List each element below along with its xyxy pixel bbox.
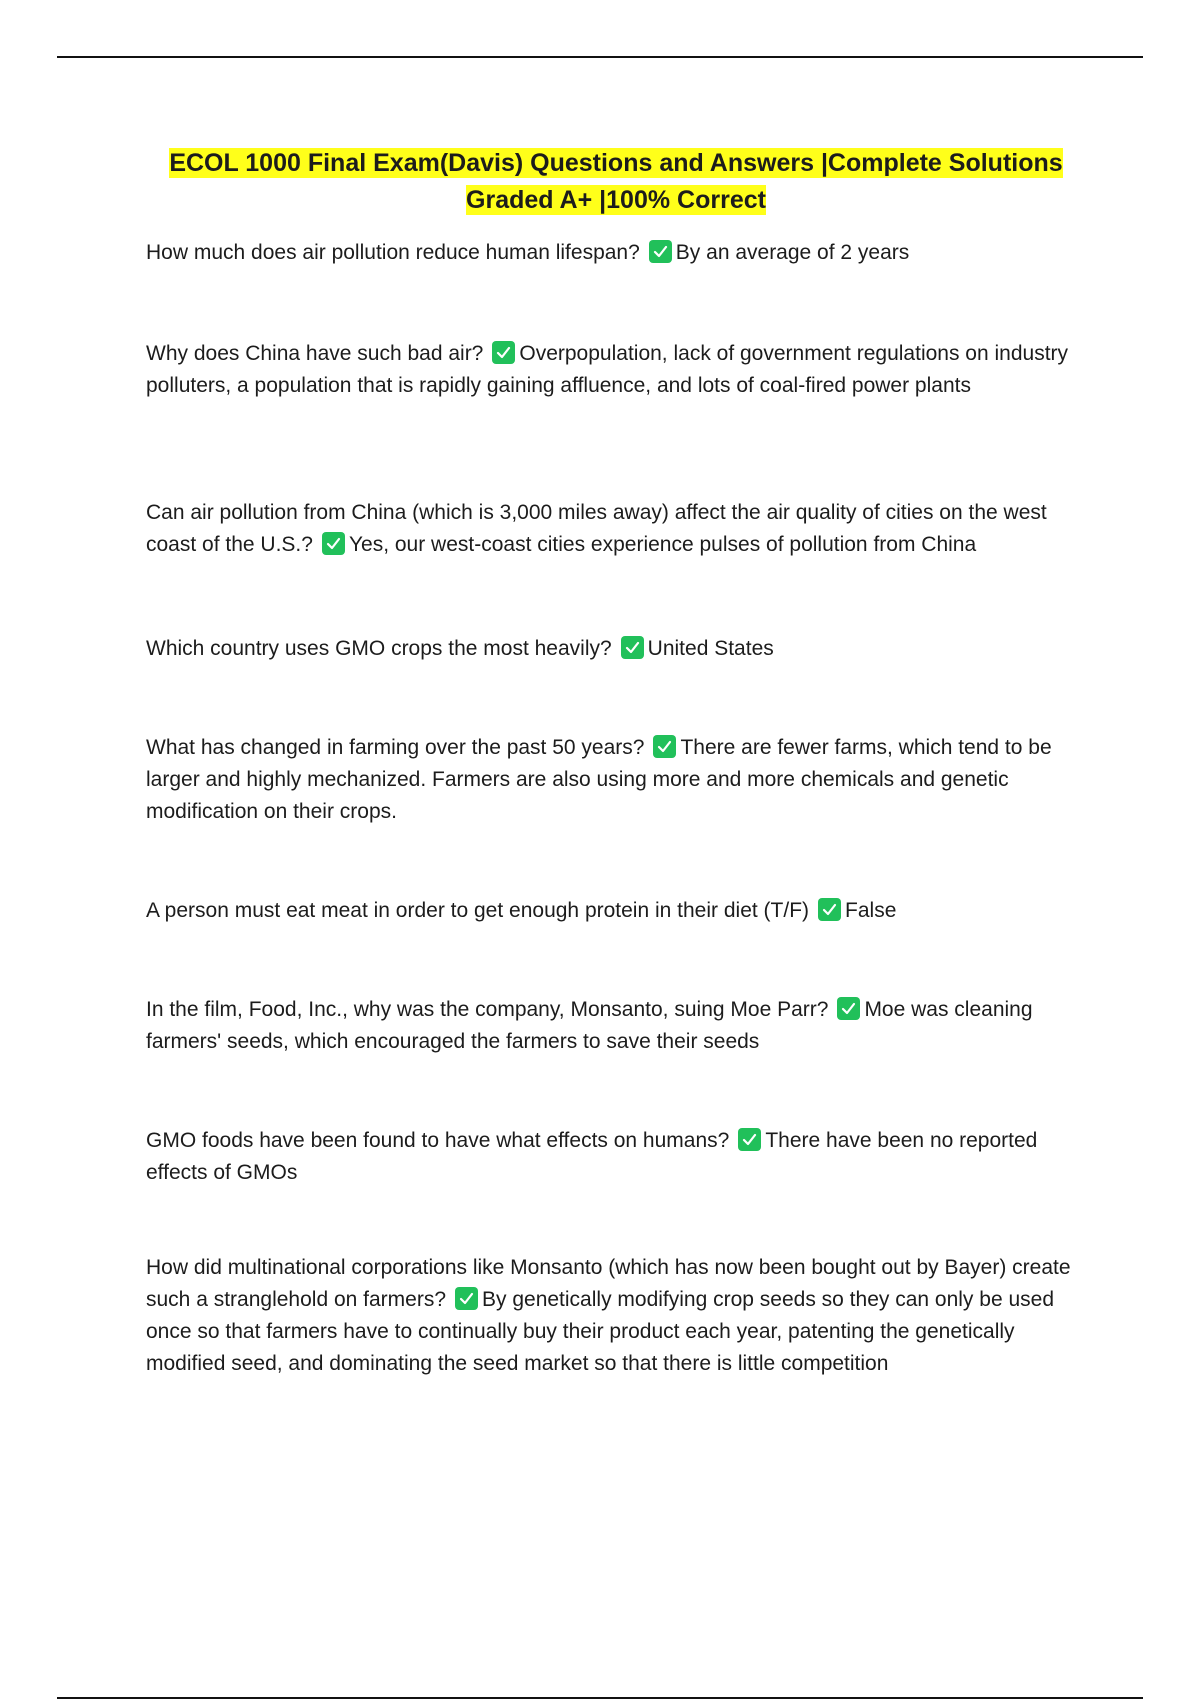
qa-item bbox=[146, 994, 1098, 1058]
document-title bbox=[146, 145, 1086, 219]
answer-text: By an average of 2 years bbox=[675, 241, 910, 264]
check-mark-icon bbox=[837, 997, 860, 1020]
title-line-2: Graded A+ |100% Correct bbox=[466, 186, 766, 214]
question-text: Which country uses GMO crops the most heavily? bbox=[146, 637, 612, 660]
qa-item bbox=[146, 895, 1098, 927]
qa-item bbox=[146, 633, 1098, 665]
question-text: Why does China have such bad air? bbox=[146, 342, 484, 365]
qa-item bbox=[146, 497, 1098, 561]
qa-item bbox=[146, 338, 1098, 402]
question-text: How did multinational corporations like Monsanto (which has now been bought out by Bayer) create such a stranglehold on farmers? bbox=[146, 1256, 1071, 1311]
qa-item bbox=[146, 1125, 1098, 1189]
title-line-1: ECOL 1000 Final Exam(Davis) Questions and Answers |Complete Solutions bbox=[169, 149, 1063, 177]
qa-item bbox=[146, 237, 1098, 269]
question-text: How much does air pollution reduce human lifespan? bbox=[146, 241, 640, 264]
check-mark-icon bbox=[818, 898, 841, 921]
question-text: GMO foods have been found to have what effects on humans? bbox=[146, 1129, 730, 1152]
answer-text: False bbox=[845, 899, 897, 922]
answer-text: Yes, our west-coast cities experience pulses of pollution from China bbox=[348, 533, 977, 556]
check-mark-icon bbox=[653, 735, 676, 758]
question-text: A person must eat meat in order to get enough protein in their diet (T/F) bbox=[146, 899, 810, 922]
question-text: What has changed in farming over the past 50 years? bbox=[146, 736, 645, 759]
qa-item bbox=[146, 1252, 1098, 1380]
check-mark-icon bbox=[621, 636, 644, 659]
answer-text: Moe was cleaning farmers' seeds, which encouraged the farmers to save their seeds bbox=[146, 998, 1033, 1053]
check-mark-icon bbox=[492, 341, 515, 364]
answer-text: By genetically modifying crop seeds so they can only be used once so that farmers have to continually buy their product each year, patenting the genetically modified seed, and dominating the seed market so that there is little competition bbox=[146, 1288, 1054, 1375]
question-text: Can air pollution from China (which is 3,000 miles away) affect the air quality of cities on the west coast of the U.S.? bbox=[146, 501, 1047, 556]
check-mark-icon bbox=[649, 240, 672, 263]
question-text: In the film, Food, Inc., why was the company, Monsanto, suing Moe Parr? bbox=[146, 998, 829, 1021]
footer-rule bbox=[57, 1697, 1143, 1699]
qa-item bbox=[146, 732, 1098, 828]
answer-text: There are fewer farms, which tend to be larger and highly mechanized. Farmers are also using more and more chemicals and genetic modification on their crops. bbox=[146, 736, 1052, 823]
answer-text: There have been no reported effects of GMOs bbox=[146, 1129, 1038, 1184]
check-mark-icon bbox=[738, 1128, 761, 1151]
answer-text: Overpopulation, lack of government regulations on industry polluters, a population that is rapidly gaining affluence, and lots of coal-fired power plants bbox=[146, 342, 1069, 397]
header-rule bbox=[57, 56, 1143, 58]
answer-text: United States bbox=[647, 637, 774, 660]
check-mark-icon bbox=[322, 532, 345, 555]
check-mark-icon bbox=[455, 1287, 478, 1310]
